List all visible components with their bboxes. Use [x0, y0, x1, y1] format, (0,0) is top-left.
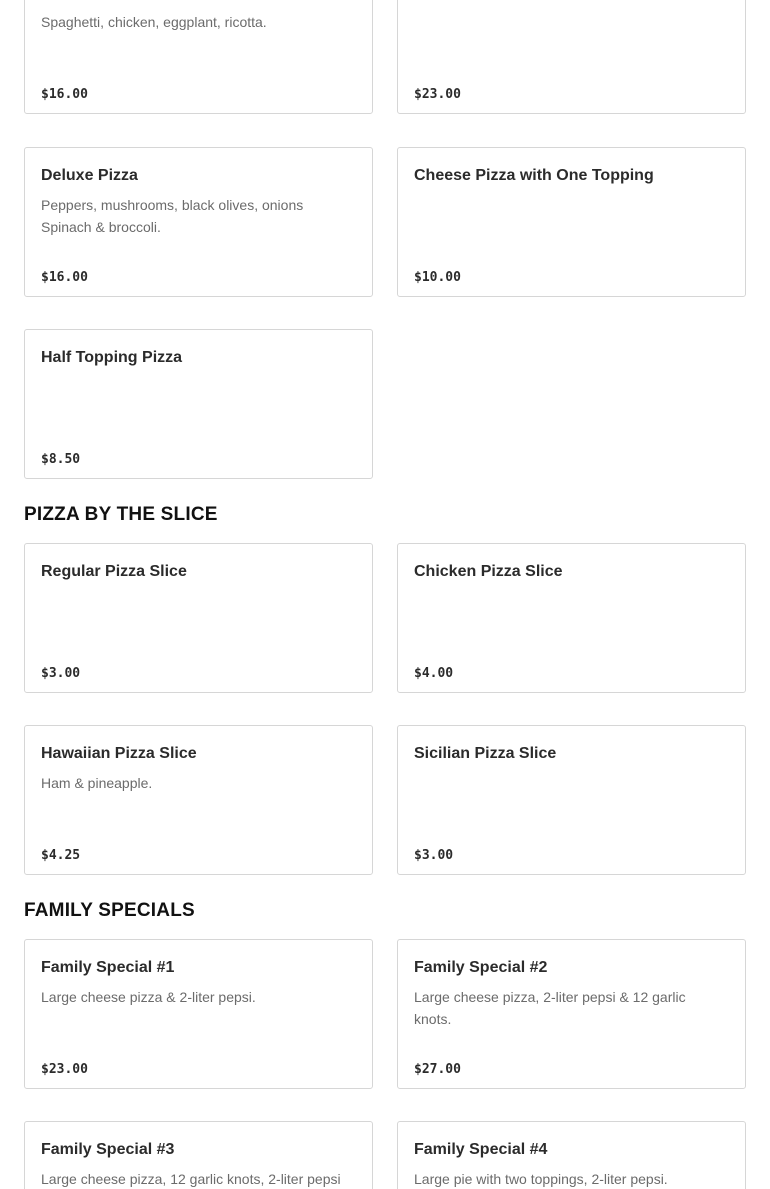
menu-item-card[interactable]: [24, 725, 373, 875]
item-price: $8.50: [41, 452, 81, 467]
item-name: Family Special #4: [414, 1141, 548, 1158]
item-name: Cheese Pizza with One Topping: [414, 167, 654, 184]
menu-item-card[interactable]: [24, 329, 373, 479]
item-price: $27.00: [414, 1062, 461, 1077]
item-price: $3.00: [41, 666, 81, 681]
item-description: Peppers, mushrooms, black olives, onions Spinach & broccoli.: [41, 197, 304, 235]
item-name: Sicilian Pizza Slice: [414, 745, 557, 762]
menu-item-card[interactable]: [24, 0, 373, 114]
item-price: $16.00: [41, 270, 88, 285]
item-price: $4.25: [41, 848, 81, 863]
item-name: Deluxe Pizza: [41, 167, 138, 184]
menu-item-card[interactable]: [397, 543, 746, 693]
item-name: Regular Pizza Slice: [41, 563, 187, 580]
menu-item-card[interactable]: [397, 939, 746, 1089]
section-title-family-specials: FAMILY SPECIALS: [24, 900, 195, 921]
item-price: $23.00: [41, 1062, 88, 1077]
menu-item-card[interactable]: [397, 147, 746, 297]
section-title-pizza-by-the-slice: PIZZA BY THE SLICE: [24, 504, 218, 525]
item-price: $10.00: [414, 270, 461, 285]
item-description: Spaghetti, chicken, eggplant, ricotta.: [41, 14, 267, 30]
item-name: Chicken Pizza Slice: [414, 563, 563, 580]
item-description: Ham & pineapple.: [41, 775, 153, 791]
item-name: Family Special #1: [41, 959, 175, 976]
item-price: $3.00: [414, 848, 454, 863]
item-description: Large cheese pizza, 12 garlic knots, 2-liter pepsi: [41, 1171, 341, 1187]
menu-item-card[interactable]: [397, 0, 746, 114]
menu-item-card[interactable]: [397, 1121, 746, 1189]
item-name: Hawaiian Pizza Slice: [41, 745, 197, 762]
item-description: Large pie with two toppings, 2-liter pepsi.: [414, 1171, 668, 1187]
item-name: Family Special #3: [41, 1141, 175, 1158]
item-name: Family Special #2: [414, 959, 548, 976]
item-price: $23.00: [414, 87, 461, 102]
item-price: $16.00: [41, 87, 88, 102]
menu-item-card[interactable]: [24, 939, 373, 1089]
menu-item-card[interactable]: [24, 543, 373, 693]
item-price: $4.00: [414, 666, 454, 681]
item-description: Large cheese pizza & 2-liter pepsi.: [41, 989, 256, 1005]
item-description: Large cheese pizza, 2-liter pepsi & 12 garlic knots.: [414, 989, 686, 1027]
menu-item-card[interactable]: [397, 725, 746, 875]
menu-item-card[interactable]: [24, 147, 373, 297]
item-name: Half Topping Pizza: [41, 349, 183, 366]
menu-item-card[interactable]: [24, 1121, 373, 1189]
